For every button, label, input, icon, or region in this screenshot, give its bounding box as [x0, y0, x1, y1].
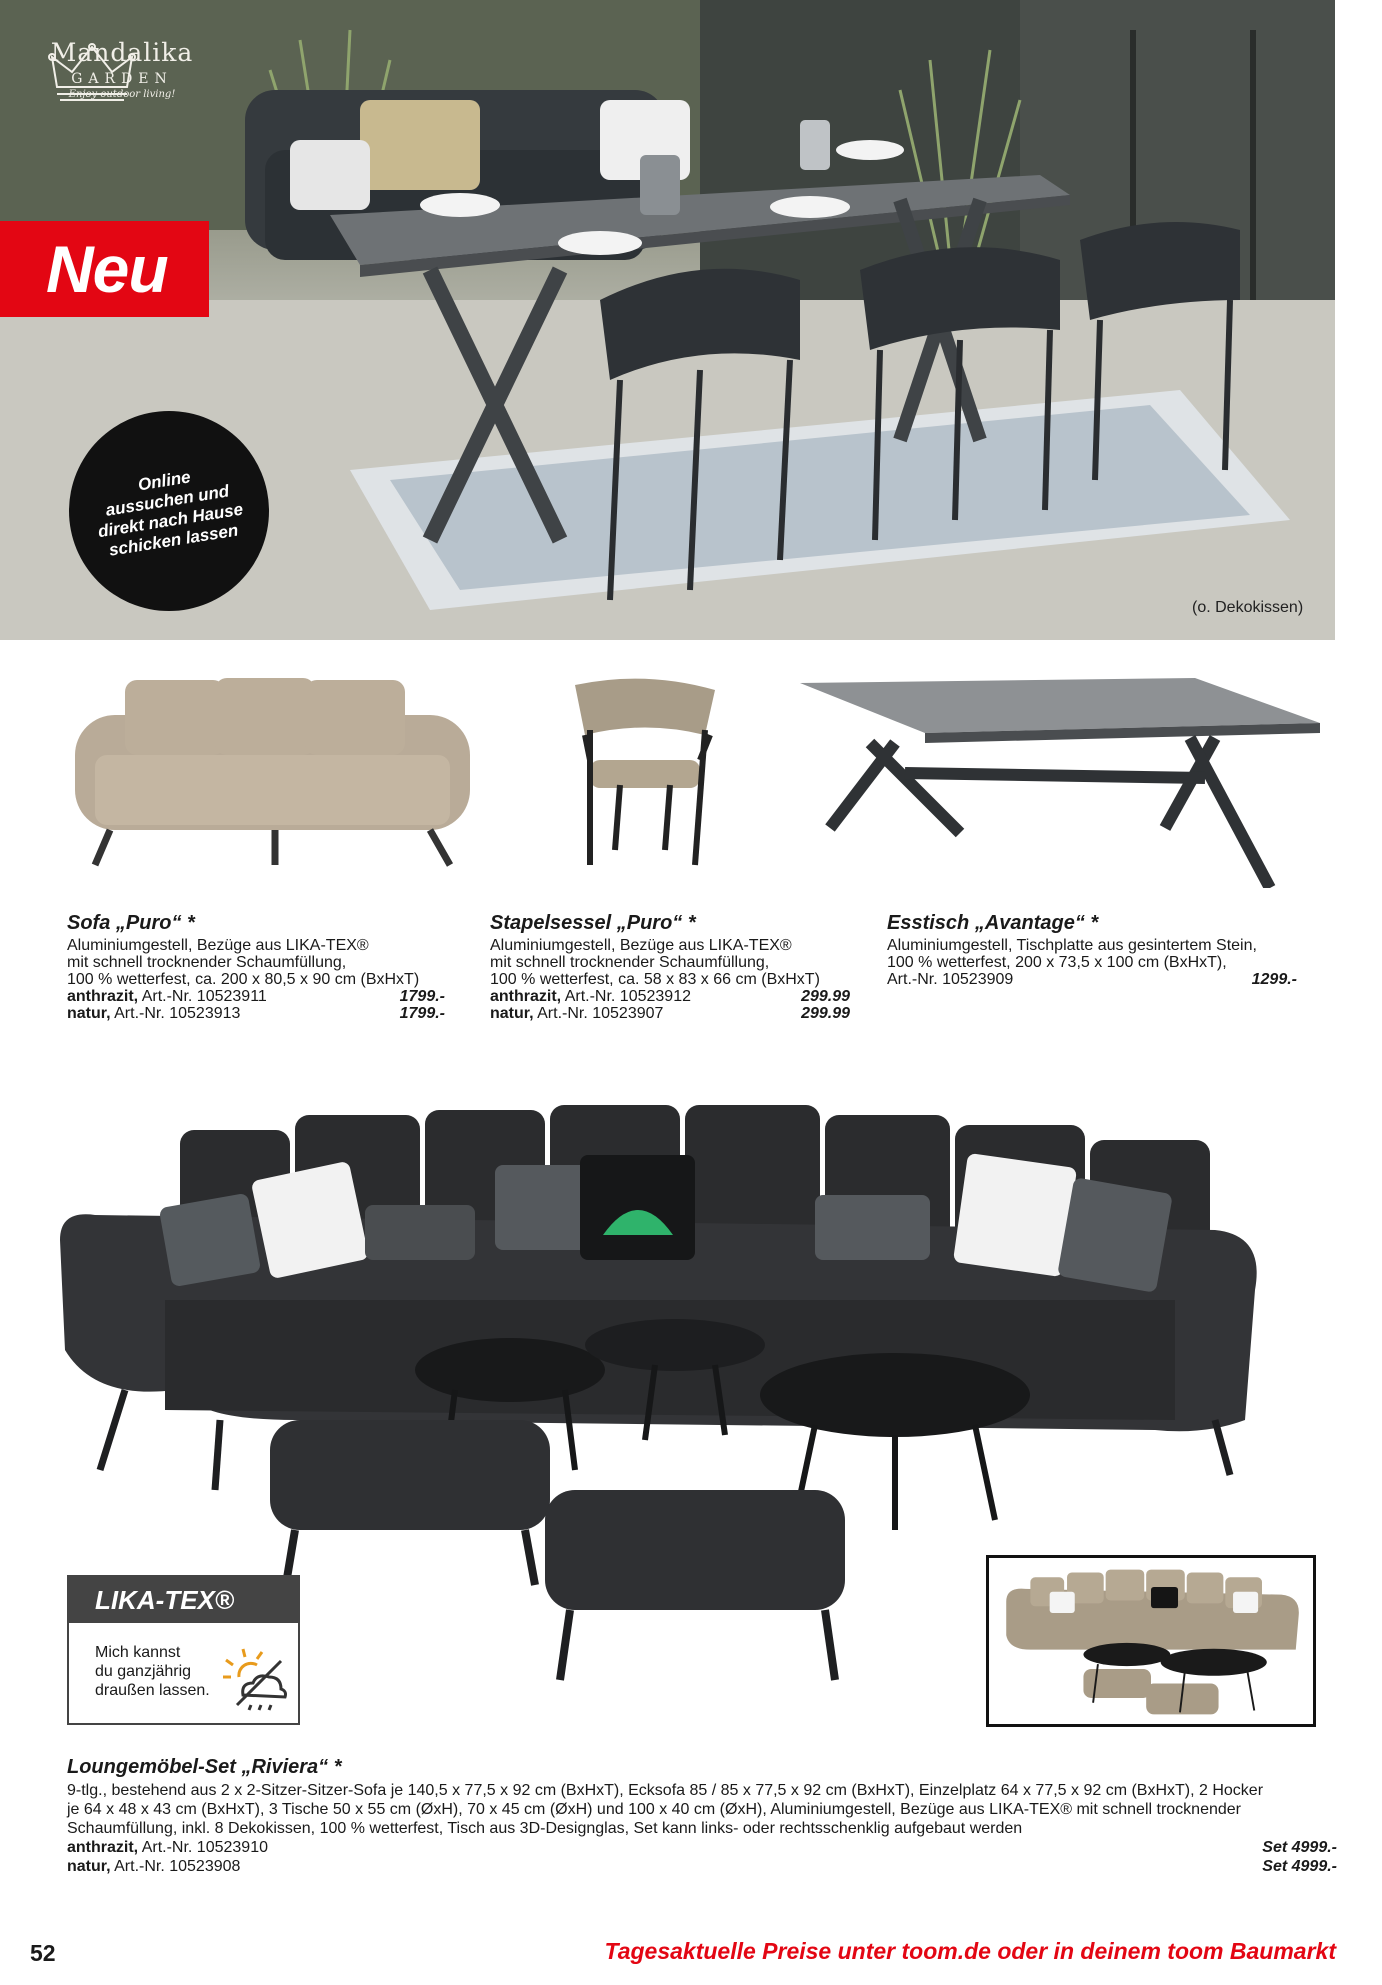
price: 1799.-: [399, 988, 445, 1005]
price-line: [67, 1005, 445, 1022]
hero-image: [0, 0, 1335, 640]
price-line: [887, 971, 1297, 988]
price: Set 4999.-: [1262, 1839, 1337, 1856]
lika-tex-info-box: [67, 1575, 300, 1725]
deko-note: (o. Dekokissen): [1192, 599, 1304, 616]
product-title: Stapelsessel „Puro“ *: [490, 912, 696, 934]
price-line: [67, 988, 445, 1005]
sofa-puro-image: [70, 660, 480, 870]
variant-color: anthrazit,: [490, 988, 562, 1005]
price: Set 4999.-: [1262, 1858, 1337, 1875]
brand-logo: [42, 38, 202, 100]
product-description: Aluminiumgestell, Bezüge aus LIKA-TEX® mit schnell trocknender Schaumfüllung, 100 % wetterfest, ca. 200 x 80,5 x 90 cm (BxHxT): [67, 937, 420, 988]
price-line: [490, 1005, 850, 1022]
brand-name: Mandalika: [50, 38, 194, 67]
crown-icon: [42, 42, 142, 102]
article-number: Art.-Nr. 10523912: [564, 988, 691, 1005]
online-badge-text: Online aussuchen und direkt nach Hause schicken lassen: [96, 467, 245, 560]
page-number: 52: [30, 1940, 56, 1966]
price: 1299.-: [1251, 971, 1297, 988]
lika-tex-text: Mich kannst du ganzjährig draußen lassen.: [95, 1644, 210, 1699]
variant-color: natur,: [67, 1858, 111, 1875]
lika-tex-title: LIKA-TEX®: [69, 1577, 298, 1623]
price: 1799.-: [399, 1005, 445, 1022]
article-number: Art.-Nr. 10523908: [114, 1858, 241, 1875]
lounge-natur-thumbnail: [986, 1555, 1316, 1727]
price: 299.99: [801, 988, 850, 1005]
price-line: [67, 1838, 1337, 1857]
product-title: Esstisch „Avantage“ *: [887, 912, 1099, 934]
footer-price-note[interactable]: Tagesaktuelle Preise unter toom.de oder in deinem toom Baumarkt: [604, 1938, 1336, 1964]
variant-color: anthrazit,: [67, 988, 139, 1005]
esstisch-avantage-image: [795, 678, 1325, 888]
product-stapelsessel-puro: [490, 911, 850, 1022]
product-esstisch-avantage: [887, 911, 1297, 988]
product-description: Aluminiumgestell, Bezüge aus LIKA-TEX® mit schnell trocknender Schaumfüllung, 100 % wetterfest, ca. 58 x 83 x 66 cm (BxHxT): [490, 937, 820, 988]
product-title: Loungemöbel-Set „Riviera“ *: [67, 1756, 342, 1778]
product-title: Sofa „Puro“ *: [67, 912, 195, 934]
product-description: 9-tlg., bestehend aus 2 x 2-Sitzer-Sitzer-Sofa je 140,5 x 77,5 x 92 cm (BxHxT), Ecksofa 85 / 85 x 77,5 x 92 cm (BxHxT), Einzelplatz 64 x 77,5 x 92 cm (BxHxT), 2 Hocker je 64 x 48 x 43 cm (BxHxT), 3 Tische 50 x 55 cm (ØxH), 70 x 45 cm (ØxH) und 100 x 40 cm (ØxH), Aluminiumgestell, Bezüge aus LIKA-TEX® mit schnell trocknender Schaumfüllung, inkl. 8 Dekokissen, 100 % wetterfest, Tisch aus 3D-Designglas, Set kann links- oder rechtsschenklig aufgebaut werden: [67, 1782, 1264, 1837]
article-number: Art.-Nr. 10523910: [141, 1839, 268, 1856]
product-lounge-riviera: [67, 1755, 1337, 1876]
online-badge[interactable]: [69, 411, 269, 611]
article-number: Art.-Nr. 10523913: [114, 1005, 241, 1022]
stapelsessel-puro-image: [565, 675, 725, 875]
variant-color: natur,: [67, 1005, 111, 1022]
price-line: [490, 988, 850, 1005]
product-description: Aluminiumgestell, Tischplatte aus gesintertem Stein, 100 % wetterfest, 200 x 73,5 x 100 cm (BxHxT),: [887, 937, 1257, 971]
price-line: [67, 1857, 1337, 1876]
article-number: Art.-Nr. 10523907: [537, 1005, 664, 1022]
brand-tagline: Enjoy outdoor living!: [68, 89, 176, 100]
article-number: Art.-Nr. 10523909: [887, 971, 1014, 988]
variant-color: natur,: [490, 1005, 534, 1022]
new-badge: Neu: [0, 221, 209, 317]
sun-cloud-rain-icon: [221, 1647, 291, 1717]
product-sofa-puro: [67, 911, 445, 1022]
price: 299.99: [801, 1005, 850, 1022]
variant-color: anthrazit,: [67, 1839, 139, 1856]
article-number: Art.-Nr. 10523911: [141, 988, 267, 1005]
brand-sub: GARDEN: [71, 71, 173, 87]
